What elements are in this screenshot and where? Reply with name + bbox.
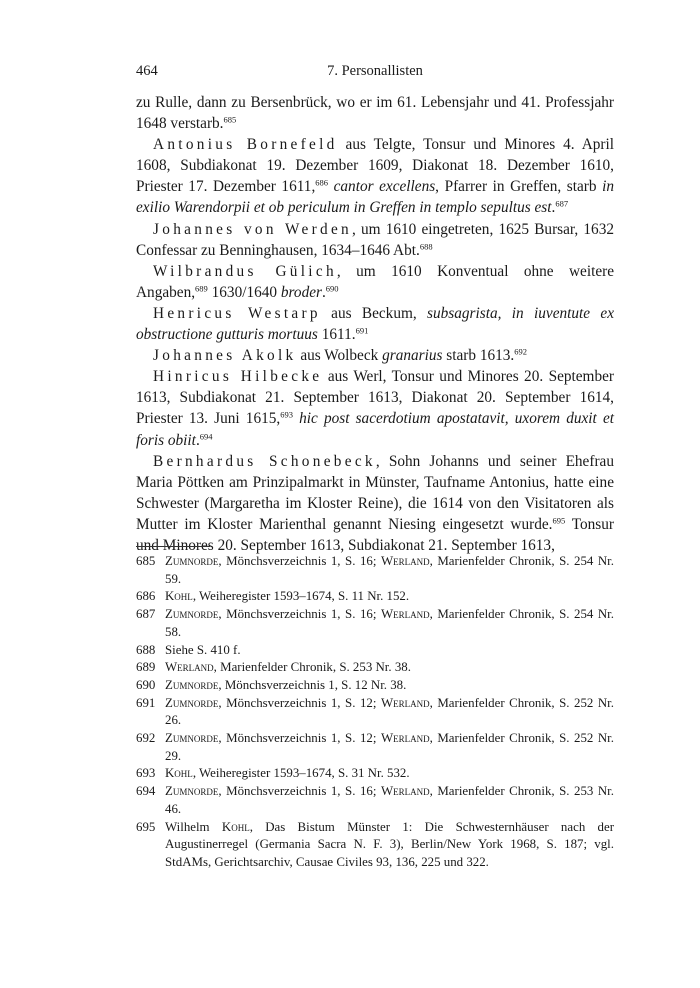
footnote-ref: 688	[419, 241, 433, 252]
person-name: Johannes Akolk	[153, 347, 297, 365]
footnote-ref: 694	[199, 431, 213, 441]
page-number: 464	[136, 63, 158, 79]
author-name: Kohl	[221, 819, 250, 834]
footnote-text: , Marienfelder Chronik, S. 254 Nr. 58.	[165, 607, 614, 639]
author-name: Kohl	[165, 766, 193, 781]
footnote	[136, 730, 614, 765]
person-name: Johannes von Werden	[153, 220, 352, 238]
person-name: Wilbrandus Gülich	[153, 262, 337, 280]
footnote-number: 695	[136, 819, 156, 834]
entry-schonebeck: Bernhardus Schonebeck, Sohn Johanns und seiner Ehefrau Maria Pöttken am Prinzipalmarkt in Münster, Taufname Antonius, hatte eine Schwester (Margaretha im Kloster Reine), die 1614 von den Visitatoren als Mutter im Kloster Marienthal genannt Niesing eingesetzt wurde.$^{695}$ Tonsur und Minores 20. September 1613, Subdiakonat 21. September 1613,	[136, 452, 614, 554]
footnote-ref: 690	[325, 283, 339, 294]
entry-guelich: Wilbrandus Gülich, um 1610 Konventual ohne weitere Angaben,$^{689}$ 1630/1640 broder.$^{690}$	[136, 262, 614, 301]
footnote	[136, 553, 614, 588]
footnote	[136, 765, 614, 783]
footnote	[136, 588, 614, 606]
footnote	[136, 642, 614, 660]
footnote	[136, 677, 614, 695]
footnotes	[136, 553, 614, 872]
footnote-ref: 693	[280, 409, 293, 420]
footnote-text: , Marienfelder Chronik, S. 254 Nr. 59.	[165, 554, 614, 586]
entry-akolk: Johannes Akolk aus Wolbeck granarius starb 1613.$^{692}$	[153, 346, 528, 365]
footnote-number: 691	[136, 695, 156, 710]
footnote-number: 685	[136, 554, 156, 568]
footnote-number: 693	[136, 766, 156, 781]
entry-hilbecke: Hinricus Hilbecke aus Werl, Tonsur und Minores 20. September 1613, Subdiakonat 21. September 1613, Diakonat 20. September 1614, Priester 13. Juni 1615,$^{693}$ hic post sacerdotium apostatavit, uxorem duxit et foris obiit.$^{694}$	[136, 368, 614, 449]
footnote-text: , Marienfelder Chronik, S. 252 Nr. 29.	[165, 731, 614, 763]
footnote-number: 690	[136, 677, 156, 692]
footnote	[136, 819, 614, 872]
paragraph-continuation: zu Rulle, dann zu Bersenbrück, wo er im 61. Lebensjahr und 41. Professjahr 1648 verstarb.$^{685}$	[136, 94, 614, 133]
author-name: Werland	[380, 695, 430, 710]
footnote	[136, 783, 614, 818]
footnote-text: , Marienfelder Chronik, S. 253 Nr. 38.	[213, 660, 411, 675]
footnote-number: 694	[136, 784, 156, 799]
footnote-text: , Das Bistum Münster 1: Die Schwesternhäuser nach der Augustinerregel (Germania Sacra N. F. 3), Berlin/New York 1968, S. 187; vgl. StdAMs, Gerichtsarchiv, Causae Civiles 93, 136, 225 und 322.	[165, 819, 615, 869]
author-name: Werland	[380, 731, 430, 746]
footnote-separator	[136, 546, 210, 547]
footnote-ref: 686	[315, 177, 329, 188]
footnote	[136, 695, 614, 730]
footnote-text: Wilhelm	[165, 819, 222, 834]
footnote	[136, 606, 614, 641]
footnote-text: , Marienfelder Chronik, S. 253 Nr. 46.	[165, 784, 614, 816]
author-name: Werland	[380, 607, 430, 622]
footnote-text: , Weiheregister 1593–1674, S. 11 Nr. 152.	[192, 589, 410, 604]
author-name: Werland	[380, 554, 430, 568]
running-header	[136, 63, 614, 83]
footnote-text: , Mönchsverzeichnis 1, S. 16;	[218, 784, 381, 799]
entry-bornefeld: Antonius Bornefeld aus Telgte, Tonsur und Minores 4. April 1608, Subdiakonat 19. Dezember 1609, Diakonat 18. Dezember 1610, Priester 17. Dezember 1611,$^{686}$ cantor excellens, Pfarrer in Greffen, starb in exilio Warendorpii et ob periculum in Greffen in templo sepultus est.$^{687}$	[136, 136, 614, 217]
footnote-ref: 695	[552, 515, 566, 526]
author-name: Kohl	[165, 589, 193, 604]
author-name: Zumnorde	[165, 731, 219, 746]
footnote-text: , Mönchsverzeichnis 1, S. 16;	[218, 607, 381, 622]
person-name: Hinricus Hilbecke	[153, 368, 323, 386]
footnote-text: Siehe S. 410 f.	[165, 642, 241, 657]
author-name: Werland	[165, 660, 214, 675]
entry-westarp: Henricus Westarp aus Beckum, subsagrista, in iuventute ex obstructione gutturis mortuus 1611.$^{691}$	[136, 304, 614, 344]
footnote	[136, 659, 614, 677]
footnote-number: 686	[136, 589, 156, 604]
footnote-number: 689	[136, 660, 156, 675]
main-text	[136, 92, 614, 556]
footnote-ref: 691	[355, 325, 369, 336]
author-name: Zumnorde	[165, 784, 219, 799]
author-name: Zumnorde	[165, 677, 219, 692]
author-name: Zumnorde	[165, 607, 219, 622]
person-name: Bernhardus Schonebeck	[153, 452, 376, 470]
entry-werden: Johannes von Werden, um 1610 eingetreten, 1625 Bursar, 1632 Confessar zu Benninghausen, 1634–1646 Abt.$^{688}$	[136, 220, 614, 259]
person-name: Henricus Westarp	[153, 304, 321, 322]
author-name: Werland	[380, 784, 430, 799]
running-title: 7. Personallisten	[327, 63, 423, 79]
footnote-number: 687	[136, 607, 156, 622]
footnote-text: , Mönchsverzeichnis 1, S. 12;	[218, 731, 381, 746]
footnote-text: , Mönchsverzeichnis 1, S. 12 Nr. 38.	[218, 677, 407, 692]
footnote-text: , Marienfelder Chronik, S. 252 Nr. 26.	[165, 695, 614, 728]
person-name: Antonius Bornefeld	[153, 136, 338, 154]
footnote-ref: 692	[514, 346, 528, 357]
footnote-number: 692	[136, 731, 156, 746]
footnote-text: , Mönchsverzeichnis 1, S. 12;	[218, 695, 381, 710]
footnote-ref: 687	[555, 198, 569, 209]
author-name: Zumnorde	[165, 554, 219, 568]
author-name: Zumnorde	[165, 695, 219, 710]
footnote-text: , Mönchsverzeichnis 1, S. 16;	[218, 554, 381, 568]
footnote-ref: 685	[223, 114, 237, 125]
footnote-ref: 689	[195, 283, 208, 294]
footnote-number: 688	[136, 642, 156, 657]
footnote-text: , Weiheregister 1593–1674, S. 31 Nr. 532.	[192, 766, 410, 781]
